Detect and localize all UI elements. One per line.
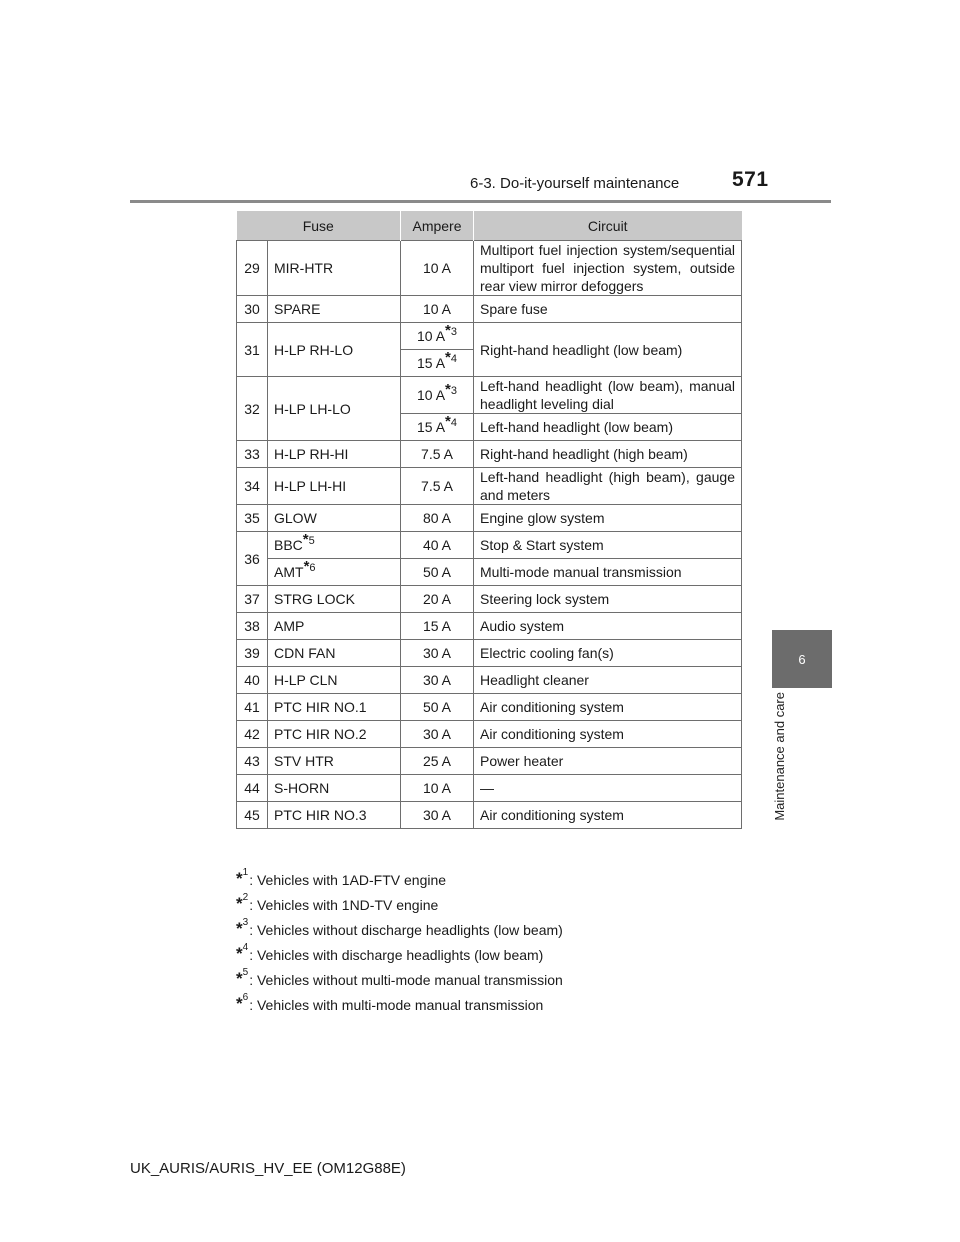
col-fuse: Fuse xyxy=(237,211,401,241)
footnote-text: : Vehicles without discharge headlights (low beam) xyxy=(249,922,563,938)
fuse-ampere xyxy=(401,350,474,377)
header-divider xyxy=(130,200,831,203)
asterisk: * xyxy=(302,531,309,549)
fuse-circuit: Headlight cleaner xyxy=(474,667,742,694)
fuse-name: GLOW xyxy=(268,505,401,532)
asterisk: * xyxy=(445,322,451,340)
fuse-number: 33 xyxy=(237,441,268,468)
fuse-ampere: 25 A xyxy=(401,748,474,775)
footnote xyxy=(236,992,563,1020)
fuse-number: 44 xyxy=(237,775,268,802)
footnote xyxy=(236,892,563,920)
fuse-name: H-LP RH-LO xyxy=(268,323,401,377)
fuse-number: 34 xyxy=(237,468,268,505)
fuse-ampere: 10 A xyxy=(401,241,474,296)
table-row xyxy=(237,640,742,667)
ampere-value: 15 A xyxy=(417,355,446,371)
table-row xyxy=(237,559,742,586)
fuse-name: CDN FAN xyxy=(268,640,401,667)
fuse-ampere: 50 A xyxy=(401,559,474,586)
fuse-number: 42 xyxy=(237,721,268,748)
asterisk: * xyxy=(236,919,243,938)
ampere-value: 15 A xyxy=(417,419,446,435)
fuse-ampere xyxy=(401,377,474,414)
footnote-number: 3 xyxy=(450,326,457,339)
fuse-number: 36 xyxy=(237,532,268,586)
ampere-value: 10 A xyxy=(417,328,446,344)
fuse-name-value: AMT xyxy=(274,564,304,580)
fuse-name: S-HORN xyxy=(268,775,401,802)
fuse-name xyxy=(268,532,401,559)
fuse-name: SPARE xyxy=(268,296,401,323)
asterisk: * xyxy=(236,869,243,888)
fuse-ampere xyxy=(401,414,474,441)
table-header xyxy=(237,211,742,241)
fuse-circuit: Power heater xyxy=(474,748,742,775)
fuse-name: H-LP RH-HI xyxy=(268,441,401,468)
footnote-number: 4 xyxy=(450,417,457,430)
footnote xyxy=(236,917,563,945)
fuse-name: H-LP CLN xyxy=(268,667,401,694)
asterisk: * xyxy=(236,969,243,988)
col-circuit: Circuit xyxy=(474,211,742,241)
model-code: UK_AURIS/AURIS_HV_EE (OM12G88E) xyxy=(130,1160,406,1177)
fuse-ampere: 15 A xyxy=(401,613,474,640)
footnote-number: 3 xyxy=(450,385,457,398)
fuse-name: PTC HIR NO.1 xyxy=(268,694,401,721)
fuse-number: 29 xyxy=(237,241,268,296)
footnote-number: 2 xyxy=(242,892,249,903)
fuse-circuit: Audio system xyxy=(474,613,742,640)
fuse-circuit: Right-hand headlight (high beam) xyxy=(474,441,742,468)
footnote xyxy=(236,942,563,970)
table-row xyxy=(237,377,742,414)
asterisk: * xyxy=(236,894,243,913)
page-number: 571 xyxy=(732,168,769,191)
fuse-circuit: Spare fuse xyxy=(474,296,742,323)
footnote-text: : Vehicles with 1AD-FTV engine xyxy=(249,872,447,888)
fuse-number: 31 xyxy=(237,323,268,377)
fuse-ampere: 7.5 A xyxy=(401,441,474,468)
footnote-number: 4 xyxy=(242,942,249,953)
footnote-number: 1 xyxy=(242,867,249,878)
fuse-circuit: Air conditioning system xyxy=(474,802,742,829)
fuse-circuit: Stop & Start system xyxy=(474,532,742,559)
footnote-ref xyxy=(303,558,316,576)
asterisk: * xyxy=(236,944,243,963)
fuse-number: 37 xyxy=(237,586,268,613)
footnote-number: 4 xyxy=(450,353,457,366)
fuse-name: MIR-HTR xyxy=(268,241,401,296)
fuse-number: 32 xyxy=(237,377,268,441)
chapter-label: Maintenance and care xyxy=(772,692,787,821)
fuse-ampere: 30 A xyxy=(401,667,474,694)
fuse-name xyxy=(268,559,401,586)
table-row xyxy=(237,296,742,323)
asterisk: * xyxy=(445,413,451,431)
table-row xyxy=(237,667,742,694)
asterisk: * xyxy=(445,381,451,399)
asterisk: * xyxy=(445,349,451,367)
table-row xyxy=(237,802,742,829)
table-row xyxy=(237,613,742,640)
fuse-circuit: Left-hand headlight (low beam) xyxy=(474,414,742,441)
footnote-number: 6 xyxy=(309,562,316,575)
footnote-text: : Vehicles with multi-mode manual transmission xyxy=(249,997,544,1013)
footnote-text: : Vehicles with 1ND-TV engine xyxy=(249,897,439,913)
fuse-circuit: Left-hand headlight (high beam), gauge and meters xyxy=(474,468,742,505)
fuse-name: AMP xyxy=(268,613,401,640)
col-ampere: Ampere xyxy=(401,211,474,241)
fuse-ampere: 10 A xyxy=(401,775,474,802)
fuse-name: PTC HIR NO.2 xyxy=(268,721,401,748)
fuse-circuit: Engine glow system xyxy=(474,505,742,532)
fuse-table xyxy=(236,211,742,829)
fuse-circuit: Right-hand headlight (low beam) xyxy=(474,323,742,377)
fuse-number: 38 xyxy=(237,613,268,640)
footnote-ref xyxy=(445,381,457,399)
footnote-number: 5 xyxy=(308,535,315,548)
fuse-ampere: 80 A xyxy=(401,505,474,532)
table-row xyxy=(237,505,742,532)
fuse-ampere: 30 A xyxy=(401,802,474,829)
fuse-circuit: Multi-mode manual transmission xyxy=(474,559,742,586)
footnote-text: : Vehicles with discharge headlights (low beam) xyxy=(249,947,544,963)
fuse-ampere: 30 A xyxy=(401,721,474,748)
footnote xyxy=(236,967,563,995)
fuse-number: 35 xyxy=(237,505,268,532)
fuse-number: 41 xyxy=(237,694,268,721)
fuse-name: PTC HIR NO.3 xyxy=(268,802,401,829)
fuse-number: 45 xyxy=(237,802,268,829)
table-row xyxy=(237,694,742,721)
fuse-ampere: 20 A xyxy=(401,586,474,613)
footnote-ref xyxy=(302,531,315,549)
fuse-name: H-LP LH-HI xyxy=(268,468,401,505)
table-row xyxy=(237,323,742,350)
footnote-number: 3 xyxy=(242,917,249,928)
fuse-circuit: Multiport fuel injection system/sequential multiport fuel injection system, outside rear view mirror defoggers xyxy=(474,241,742,296)
fuse-number: 40 xyxy=(237,667,268,694)
fuse-circuit: Electric cooling fan(s) xyxy=(474,640,742,667)
asterisk: * xyxy=(236,994,243,1013)
table-row xyxy=(237,748,742,775)
table-row xyxy=(237,775,742,802)
footnote-number: 5 xyxy=(242,967,249,978)
fuse-circuit: Steering lock system xyxy=(474,586,742,613)
fuse-name: STRG LOCK xyxy=(268,586,401,613)
footnote-ref xyxy=(445,349,457,367)
table-row xyxy=(237,532,742,559)
fuse-number: 30 xyxy=(237,296,268,323)
fuse-number: 43 xyxy=(237,748,268,775)
fuse-ampere xyxy=(401,323,474,350)
table-row xyxy=(237,468,742,505)
fuse-circuit: Air conditioning system xyxy=(474,721,742,748)
fuse-name-value: BBC xyxy=(274,537,303,553)
fuse-ampere: 10 A xyxy=(401,296,474,323)
footnote-text: : Vehicles without multi-mode manual transmission xyxy=(249,972,563,988)
fuse-ampere: 30 A xyxy=(401,640,474,667)
fuse-ampere: 40 A xyxy=(401,532,474,559)
table-row xyxy=(237,441,742,468)
ampere-value: 10 A xyxy=(417,387,446,403)
footnotes xyxy=(236,867,563,1020)
fuse-name: H-LP LH-LO xyxy=(268,377,401,441)
table-row xyxy=(237,721,742,748)
section-title: 6-3. Do-it-yourself maintenance xyxy=(470,175,680,192)
fuse-ampere: 7.5 A xyxy=(401,468,474,505)
fuse-name: STV HTR xyxy=(268,748,401,775)
table-row xyxy=(237,586,742,613)
footnote-ref xyxy=(445,322,457,340)
footnote xyxy=(236,867,563,895)
fuse-circuit: Left-hand headlight (low beam), manual headlight leveling dial xyxy=(474,377,742,414)
footnote-number: 6 xyxy=(242,992,249,1003)
fuse-circuit: — xyxy=(474,775,742,802)
table-row xyxy=(237,241,742,296)
chapter-tab xyxy=(772,630,832,688)
fuse-ampere: 50 A xyxy=(401,694,474,721)
fuse-number: 39 xyxy=(237,640,268,667)
chapter-number: 6 xyxy=(798,651,806,667)
asterisk: * xyxy=(303,558,310,576)
footnote-ref xyxy=(445,413,457,431)
fuse-circuit: Air conditioning system xyxy=(474,694,742,721)
